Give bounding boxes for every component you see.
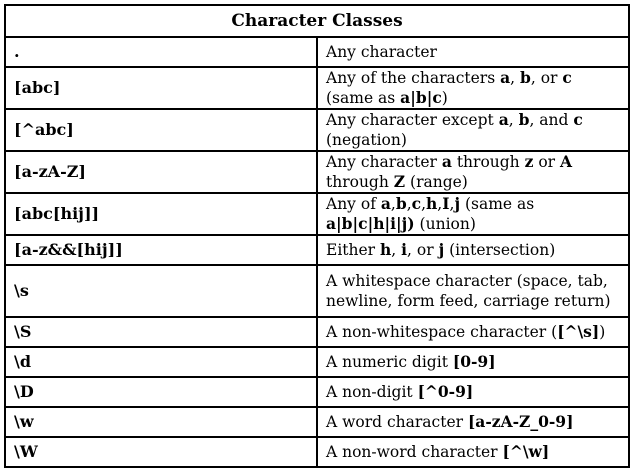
row-description [317, 193, 629, 235]
description-part: A non-digit [326, 383, 418, 401]
description-part: Any of [326, 195, 381, 213]
row-description [317, 437, 629, 467]
description-bold-part: b [518, 110, 530, 129]
description-part: , and [529, 111, 574, 129]
description-part: Any character except [326, 111, 499, 129]
description-bold-part: c [562, 68, 572, 87]
description-part: , [390, 195, 396, 213]
description-part: A numeric digit [326, 353, 453, 371]
row-symbol: \s [5, 265, 317, 317]
description-part: , [391, 241, 402, 259]
description-part: , [437, 195, 443, 213]
description-part: or [533, 153, 561, 171]
description-bold-part: j [454, 194, 461, 213]
description-part: ) [599, 323, 606, 341]
row-description [317, 347, 629, 377]
row-symbol: \D [5, 377, 317, 407]
row-symbol: [^abc] [5, 109, 317, 151]
description-part: , [508, 111, 519, 129]
description-part: (union) [414, 215, 476, 233]
description-bold-part: c [411, 194, 422, 213]
table-row [5, 235, 629, 265]
description-bold-part: [0-9] [452, 352, 496, 371]
row-description [317, 235, 629, 265]
row-description [317, 37, 629, 67]
description-part: (negation) [326, 131, 407, 149]
row-symbol: \d [5, 347, 317, 377]
description-part: ) [441, 89, 448, 107]
description-bold-part: I [442, 194, 450, 213]
row-symbol: [abc[hij]] [5, 193, 317, 235]
table-row [5, 37, 629, 67]
description-bold-part: j [438, 240, 445, 259]
description-bold-part: i [401, 240, 408, 259]
description-bold-part: c [573, 110, 583, 129]
row-description [317, 151, 629, 193]
description-bold-part: b [395, 194, 407, 213]
description-bold-part: h [380, 240, 392, 259]
description-part: A word character [326, 413, 468, 431]
row-description [317, 407, 629, 437]
table-header-row [5, 5, 629, 37]
description-part: Either [326, 241, 380, 259]
table-row [5, 407, 629, 437]
description-bold-part: A [560, 152, 573, 171]
table-row [5, 67, 629, 109]
row-description [317, 317, 629, 347]
description-part: , or [407, 241, 439, 259]
description-part: , [421, 195, 427, 213]
table-body [5, 37, 629, 467]
row-symbol: . [5, 37, 317, 67]
description-bold-part: a [498, 110, 509, 129]
table-row [5, 151, 629, 193]
row-description [317, 109, 629, 151]
row-symbol: \w [5, 407, 317, 437]
description-bold-part: z [524, 152, 534, 171]
description-part: , [406, 195, 412, 213]
table-row [5, 377, 629, 407]
row-description [317, 67, 629, 109]
row-symbol: [a-z&&[hij]] [5, 235, 317, 265]
table-row [5, 317, 629, 347]
description-bold-part: h [426, 194, 438, 213]
description-part: (same as [460, 195, 535, 213]
description-bold-part: b [520, 68, 531, 87]
description-part: , [510, 69, 521, 87]
description-bold-part: a|b|c [400, 88, 442, 107]
description-part: A non-whitespace character ( [326, 323, 558, 341]
table-row [5, 437, 629, 467]
row-description [317, 265, 629, 317]
row-symbol: [abc] [5, 67, 317, 109]
table-row [5, 347, 629, 377]
description-part: (intersection) [444, 241, 556, 259]
row-description [317, 377, 629, 407]
description-bold-part: [^0-9] [417, 382, 474, 401]
description-part: Any of the characters [326, 69, 501, 87]
description-bold-part: a|b|c|h|i|j) [326, 214, 415, 233]
description-part: Any character [326, 153, 442, 171]
character-classes-table [4, 4, 630, 468]
table-row [5, 109, 629, 151]
description-bold-part: a [500, 68, 511, 87]
description-part: Any character [326, 43, 437, 61]
description-part: through [451, 153, 525, 171]
description-part: (same as [326, 89, 401, 107]
table-row [5, 265, 629, 317]
description-part: through [326, 173, 394, 191]
row-symbol: \S [5, 317, 317, 347]
row-symbol: \W [5, 437, 317, 467]
description-bold-part: [^\s] [557, 322, 600, 341]
description-bold-part: [^\w] [502, 442, 550, 461]
description-part: A non-word character [326, 443, 503, 461]
table-title: Character Classes [5, 5, 629, 37]
description-part: A whitespace character (space, tab, newline, form feed, carriage return) [326, 272, 611, 310]
description-part: , or [530, 69, 563, 87]
description-part: , [449, 195, 455, 213]
description-part: (range) [405, 173, 468, 191]
row-symbol: [a-zA-Z] [5, 151, 317, 193]
description-bold-part: [a-zA-Z_0-9] [467, 412, 574, 431]
table-row [5, 193, 629, 235]
description-bold-part: a [441, 152, 452, 171]
description-bold-part: a [380, 194, 391, 213]
description-bold-part: Z [393, 172, 406, 191]
